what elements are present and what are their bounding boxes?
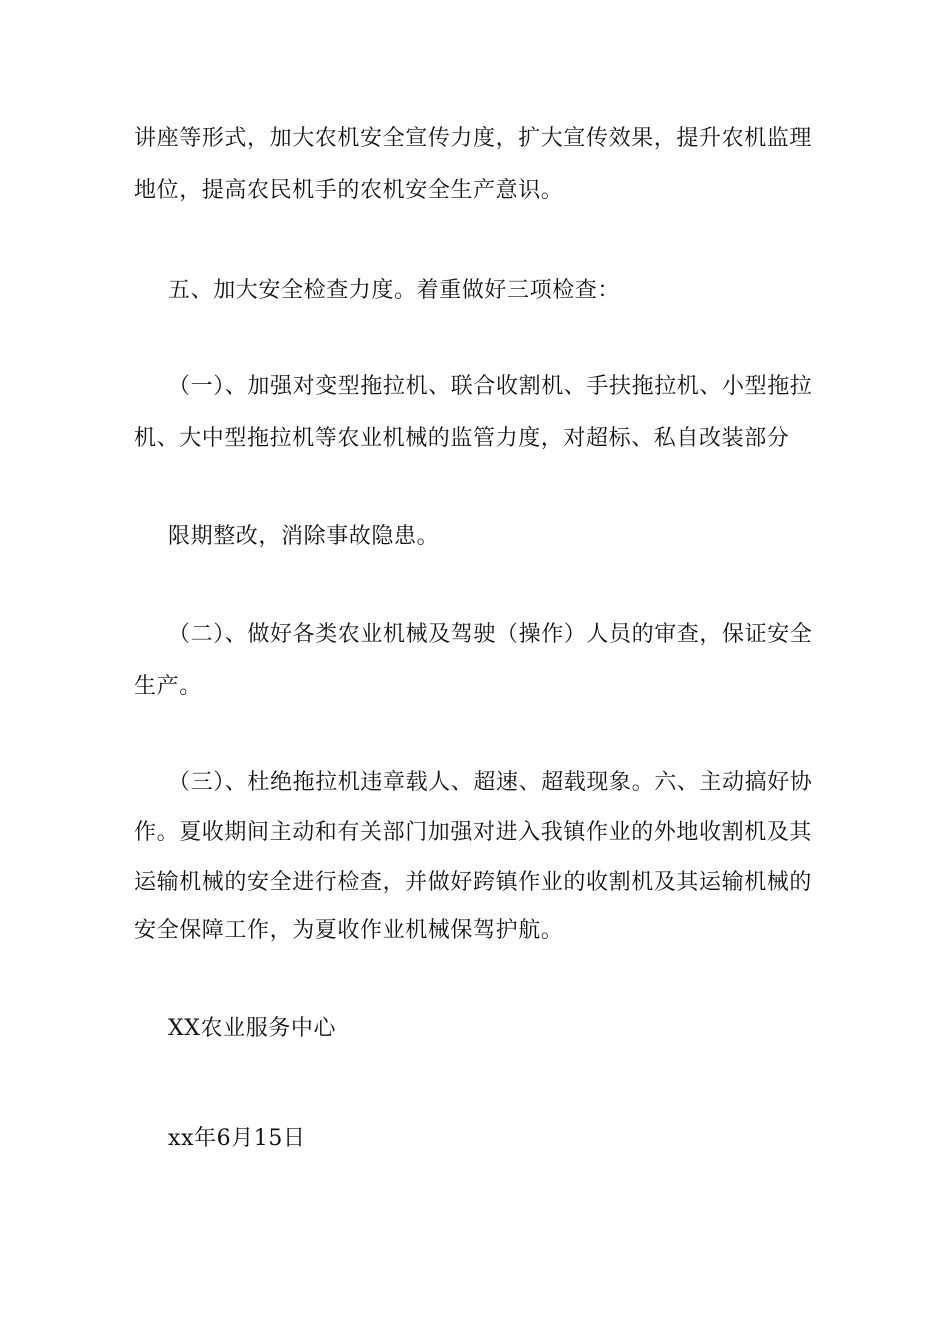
paragraph-line: （二）、做好各类农业机械及驾驶（操作）人员的审查，保证安全: [168, 622, 813, 647]
section-heading: 五、加大安全检查力度。着重做好三项检查：: [168, 278, 621, 303]
paragraph-line: （一）、加强对变型拖拉机、联合收割机、手扶拖拉机、小型拖拉: [168, 374, 813, 399]
paragraph-line: 讲座等形式，加大农机安全宣传力度，扩大宣传效果，提升农机监理: [134, 126, 813, 151]
paragraph-line: 地位，提高农民机手的农机安全生产意识。: [134, 178, 564, 203]
signature-date: xx年6月15日: [168, 1126, 306, 1151]
signature-organization: XX农业服务中心: [168, 1016, 337, 1041]
paragraph-line: 安全保障工作，为夏收作业机械保驾护航。: [134, 918, 564, 943]
paragraph-line: 限期整改，消除事故隐患。: [168, 524, 440, 549]
paragraph-line: 作。夏收期间主动和有关部门加强对进入我镇作业的外地收割机及其: [134, 820, 813, 845]
paragraph-line: 机、大中型拖拉机等农业机械的监管力度，对超标、私自改装部分: [134, 426, 790, 451]
paragraph-line: 生产。: [134, 674, 202, 699]
paragraph-line: 运输机械的安全进行检查，并做好跨镇作业的收割机及其运输机械的: [134, 870, 813, 895]
paragraph-line: （三）、杜绝拖拉机违章载人、超速、超载现象。六、主动搞好协: [168, 770, 813, 795]
